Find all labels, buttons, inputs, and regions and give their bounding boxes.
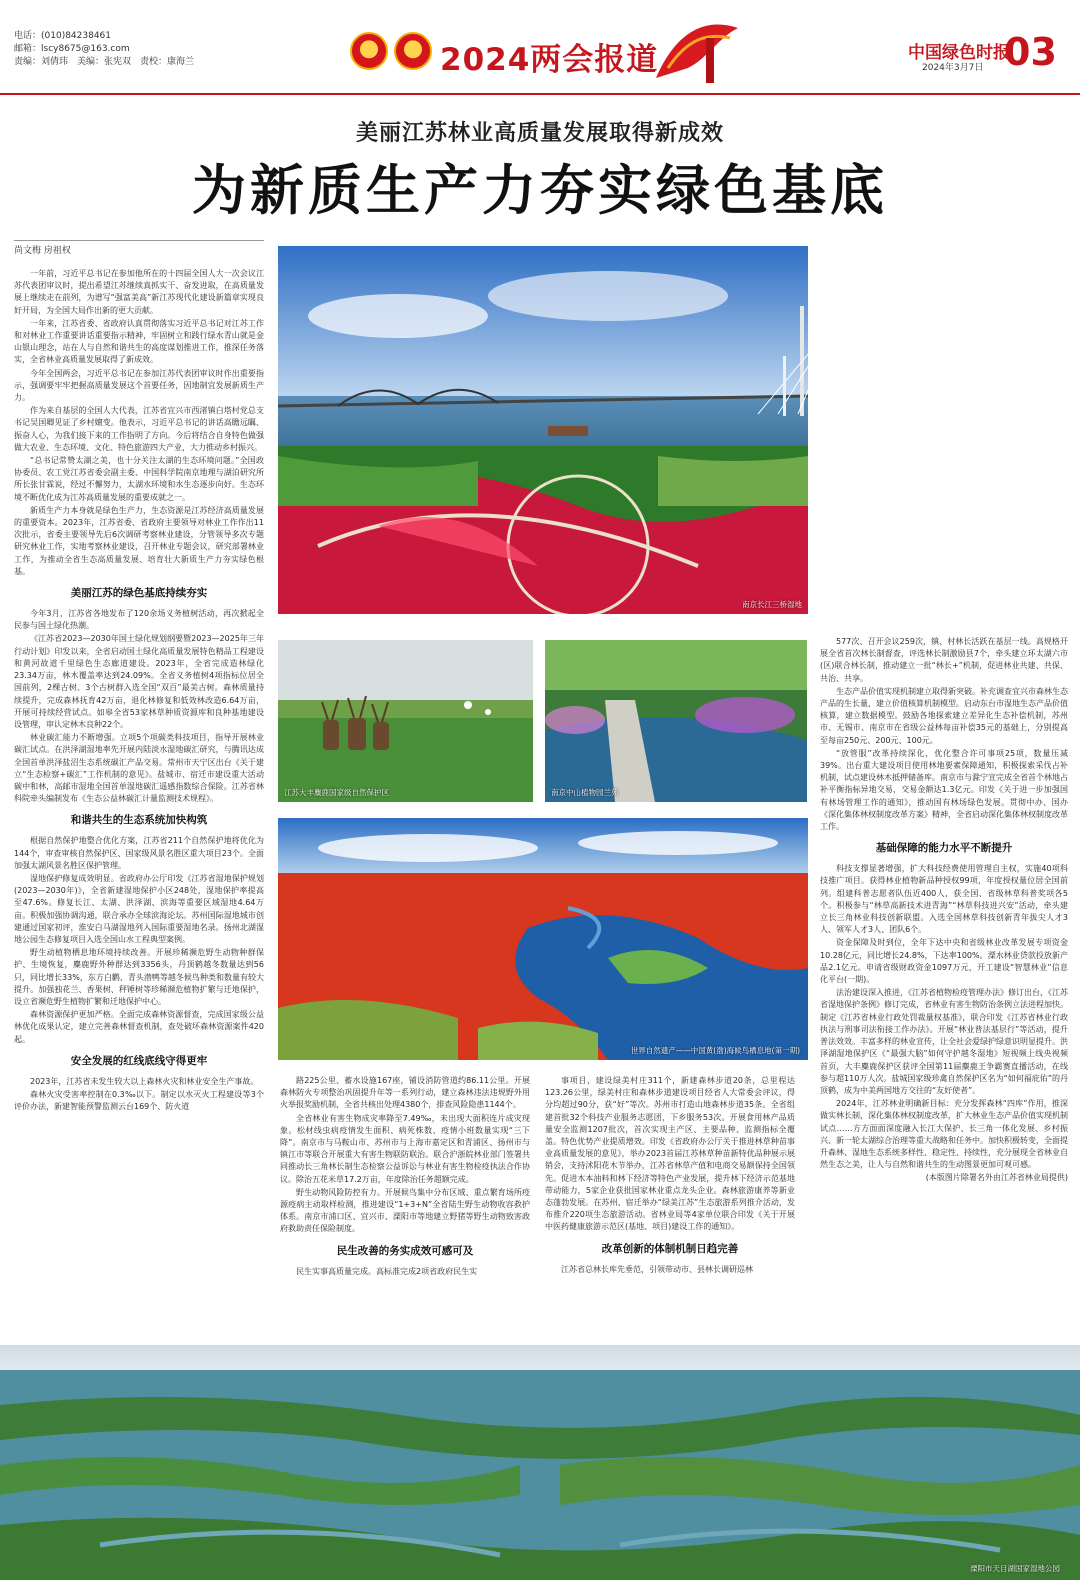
photo-caption: 世界自然遗产——中国黄(渤)海候鸟栖息地(第一期) <box>630 1046 800 1055</box>
paragraph: 湿地保护修复成效明显。省政府办公厅印发《江苏省湿地保护规划(2023—2030年)》，全省新建湿地保护小区248处，湿地保护率提高至47.6%。修复长江、太湖、洪泽湖、滨海等重要区域湿地4.64万亩。积极加强协调沟通，联合承办全球滨海论坛。苏州国际湿地城市创建通过国家初评，淮安白马湖湿地列入国际重要湿地名录。扬州北湖湿地公园生态修复项目入选全国山水工程典型案例。 <box>14 873 264 944</box>
section-heading: 安全发展的红线底线守得更牢 <box>70 1054 208 1067</box>
paragraph: 全省林业有害生物成灾率降至7.49‰，未出现大面积连片成灾现象。松材线虫病疫情发生面积、病死株数、疫情小班数量实现“三下降”。南京市与马鞍山市、苏州市与上海市嘉定区和青浦区、扬州市与镇江市等联合开展重大有害生物联防联治。联合沪浙皖林业部门签署共同推动长三角林长制生态检察公益诉讼与林业有害生物检疫执法合作协议。除治五花米草17.2万亩，年度除治任务超额完成。 <box>280 1113 530 1184</box>
paragraph: 今年全国两会，习近平总书记在参加江苏代表团审议时作出重要指示，强调要牢牢把握高质量发展这个首要任务，因地制宜发展新质生产力。 <box>14 368 264 403</box>
paragraph: 《江苏省2023—2030年国土绿化规划纲要暨2023—2025年三年行动计划》印发以来，全省启动国土绿化高质量发展特色精品工程建设和黄河故道千里绿色生态廊道建设。2023年，全省完成造林绿化23.34万亩，林木覆盖率达到24.09%。全省义务植树4项指标位居全国前列，2棵古树、3个古树群入选全国“双百”最美古树。森林质量持续提升，完成森林抚育42万亩，退化林修复和低效林改造6.64万亩，开展可持续经营试点。如皋全省53家林草种质资源库和良种基地建设设管理，审认定林木良种22个。 <box>14 634 264 729</box>
paragraph: 新质生产力本身就是绿色生产力，生态资源是江苏经济高质量发展的重要资本。2023年，江苏省委、省政府主要领导对林业工作作出11次批示，省委主要领导先后6次调研考察林业建设，分管领导多次专题研究林业工作，实地考察林业建设，召开林业专题会议，研究部署林业工作，为推动全省生态高质量发展、培育壮大新质生产力夯实绿色根基。 <box>14 505 264 576</box>
contact-email: 邮箱：lscy8675@163.com <box>14 44 130 54</box>
paragraph: 林业碳汇能力不断增强。立项5个项碳类科技项目，指导开展林业碳汇试点。在洪泽湖湿地率先开展内陆淡水湿地碳汇研究，与腾讯达成全国首单洪泽盐沼生态系统碳汇产品交易。常州市天宁区出台《关于建立“生态检察+碳汇”工作机制的意见》。盐城市、宿迁市建设重大活动碳中和林，高邮市湿地全国首单湿地碳汇遥感指数综合保险。江苏省林科院牵头编制发布《生态公益林碳汇计量监测技术规程》。 <box>14 733 264 804</box>
paragraph: 生态产品价值实现机制建立取得新突破。补充调查宜兴市森林生态产品的生长量，建立价值核算机制模型。启动东台市湿地生态产品价值核算，建立数据模型。鼓励各地探索建立差异化生态补偿机制，苏州市、无锡市、南京市在省级公益林每亩补偿35元的基础上，分别提高至每亩250元、200元、100元。 <box>820 686 1068 745</box>
photo-caption: 江苏大丰麋鹿国家级自然保护区 <box>284 788 389 797</box>
photo-tidal-flat <box>278 818 808 1060</box>
issue-date: 2024年3月7日 <box>922 63 984 73</box>
garden-illustration <box>545 640 807 802</box>
masthead <box>0 0 1080 95</box>
section-title: 2024两会报道 <box>440 42 659 78</box>
national-emblem-icon <box>350 32 388 70</box>
photo-garden <box>545 640 807 802</box>
photo-caption: 溧阳市天目湖国家湿地公园 <box>970 1564 1060 1573</box>
text-column-right <box>820 636 1068 1328</box>
text-column-left <box>14 268 264 1343</box>
paragraph: 作为来自基层的全国人大代表，江苏省宜兴市西渚镇白塔村党总支书记吴国卿见证了乡村嬗变。他表示，习近平总书记的讲话高瞻远瞩、振奋人心，为我们接下来的工作指明了方向。今后将结合自身特色做强做大农业、生态环境、文化、特色旅游四大产业，大力推动乡村振兴。 <box>14 406 264 452</box>
paragraph: 法治建设深入推进，《江苏省植物检疫管理办法》修订出台，《江苏省湿地保护条例》修订完成，省林业有害生物防治条例立法进程加快。制定《江苏省林业行政处罚裁量权基准》，联合印发《江苏省林业行政执法与刑事司法衔接工作办法》。开展“林业普法基层行”等活动，提升普法效效。丰富多样的林业宣传，让全社会爱绿护绿意识明显提升。洪泽湖湿地保护区《“最强大脑”如何守护越冬湿地》短视频上线央视频首页，大丰麋鹿保护区获评全国第11届麋鹿王争霸赛直播活动，在线参与超110万人次。盐城国家级珍禽自然保护区名为“如何福庇佑”的丹顶鹤，成为中美两国地方交往的“友好使者”。 <box>820 988 1068 1095</box>
newspaper-name: 中国绿色时报 <box>908 43 1010 63</box>
paragraph: 森林资源保护更加严格。全面完成森林资源督查，完成国家级公益林优化成果认定，建立完善森林督查机制，查处破坏森林资源案件420起。 <box>14 1010 264 1044</box>
wetland-banner-illustration <box>0 1345 1080 1580</box>
deer-illustration <box>278 640 533 802</box>
tidal-flat-illustration <box>278 818 808 1060</box>
paragraph: 根据自然保护地整合优化方案，江苏省211个自然保护地将优化为144个，审查审核自然保护区、国家级风景名胜区重大项目23个。全面加强太湖风景名胜区保护管理。 <box>14 836 264 870</box>
paragraph: 今年3月，江苏省各地发布了120余场义务植树活动，再次掀起全民参与国土绿化热潮。 <box>14 609 264 631</box>
paragraph: 野生动物风险防控有力。开展候鸟集中分布区域、重点繁育场所疫源疫病主动取样检测，推进建设“1+3+N”全省陆生野生动物收容救护体系。南京市浦口区、宜兴市、溧阳市等地建立野猪等野生动物致害政府救助责任保险制度。 <box>280 1187 530 1234</box>
section-heading: 改革创新的体制机制日趋完善 <box>601 1242 739 1255</box>
section-heading: 民生改善的务实成效可感可及 <box>336 1244 474 1257</box>
paragraph: “总书记常赞太湖之美，也十分关注太湖的生态环境问题。”全国政协委员、农工党江苏省委会副主委、中国科学院南京地理与湖泊研究所所长张甘霖说，经过不懈努力，太湖水环境和水生态逐步向好。生态环境不断优化成为江苏高质量发展的重要成就之一。 <box>14 456 264 502</box>
paragraph: 路225公里、蓄水设施167座，铺设消防管道约86.11公里。开展森林防火专项整治巩固提升年等一系列行动，建立森林违法违规野外用火举报奖励机制，全省共核出处理4380个，排查风险隐患1144个。 <box>280 1076 530 1110</box>
paragraph: 民生实事高质量完成。高标准完成2项省政府民生实 <box>296 1266 478 1276</box>
paragraph: 科技支撑显著增强，扩大科技经费使用管理自主权，实施40项科技推广项目。获得林业植物新品种授权99项，年度授权量位居全国前列。组建科普志愿者队伍近400人，获全国、省级林草科普奖项各5个。积极参与“林草高新技术进青海”“林草科技进兴安”活动，牵头建立长三角林业科技创新联盟。入选全国林草科技创新青年拔尖人才3人、领军人才3人、团队6个。 <box>820 864 1068 935</box>
paragraph: 一年来，江苏省委、省政府认真贯彻落实习近平总书记对江苏工作和对林业工作重要讲话重要指示精神，牢固树立和践行绿水青山就是金山银山理念，站在人与自然和谐共生的高度谋划推进工作，推深任务落实，全省林业高质量发展取得了新成效。 <box>14 318 264 365</box>
article-headline: 为新质生产力夯实绿色基底 <box>192 158 888 222</box>
section-heading: 美丽江苏的绿色基底持续夯实 <box>70 587 208 600</box>
section-heading: 基础保障的能力水平不断提升 <box>875 842 1013 855</box>
divider <box>14 240 264 241</box>
paragraph: 森林火灾受害率控制在0.3‰以下。制定以水灭火工程建设等3个评价办法，新建智能预警监测云台169个、防火道 <box>14 1089 264 1112</box>
page-number: 03 <box>1004 30 1057 74</box>
photo-credit: (本版图片除署名外由江苏省林业局提供) <box>925 1173 1068 1183</box>
paragraph: 2023年，江苏省未发生较大以上森林火灾和林业安全生产事故。 <box>30 1076 259 1086</box>
emblems <box>350 32 432 70</box>
byline: 尚文梅 房祖权 <box>14 246 71 256</box>
paragraph: 事项目，建设绿美村庄311个，新建森林步道20条，总里程达123.26公里，绿美村庄和森林步道建设项目经省人大常委会评议，得分均超过90分，获“好”等次。苏州市打造山地森林步道35条。全省组建首批32个科技产业服务志愿团，下乡服务53次。开展食用林产品质量安全监测1207批次，首次实现主产区、主要品种、监测指标全覆盖。特色优势产业提质增效。印发《省政府办公厅关于推进林草种苗事业高质量发展的意见》，举办2023首届江苏林草种苗新特优品种展示展销会，支持沭阳花木节举办，江苏省林草产值和电商交易额保持全国领先。促进木本油料和林下经济等特色产业发展，提升林下经济示范基地带动能力，5家企业获批国家林业重点龙头企业。森林旅游康养等新业态蓬勃发展。在苏州、宿迁举办“绿美江苏”生态旅游系列推介活动，发布推介220项生态旅游活动。省林业局等4家单位联合印发《关于开展中医药健康旅游示范区(基地、项目)建设工作的通知》。 <box>545 1076 795 1232</box>
text-column-mid-right <box>545 1075 795 1325</box>
photo-wetland-banner <box>0 1345 1080 1580</box>
red-flag-icon <box>648 8 744 86</box>
paragraph: “放管服”改革持续深化，优化整合许可事项25项，数量压减39%。出台重大建设项目使用林地要素保障通知，积极探索采伐占补机制，试点建设林木抵押储备库。南京市与滁宁宣完成全省首个林地占补平衡指标异地交易，交易金额达1.3亿元。印发《关于进一步加强国有林场管理工作的通知》，推动国有林场绿色发展。贯彻中办、国办《深化集体林权制度改革方案》精神，全省启动深化集体林权制度改革工作。 <box>820 748 1068 832</box>
contact-info <box>14 30 194 69</box>
cppcc-emblem-icon <box>394 32 432 70</box>
section-heading: 和谐共生的生态系统加快构筑 <box>70 814 208 827</box>
photo-caption: 南京中山植物园兰苑 <box>551 788 619 797</box>
paragraph: 江苏省总林长库先垂范，引领带动市、县林长调研巡林 <box>561 1264 753 1274</box>
article-subtitle: 美丽江苏林业高质量发展取得新成效 <box>355 121 724 146</box>
photo-deer <box>278 640 533 802</box>
paragraph: 一年前，习近平总书记在参加他所在的十四届全国人大一次会议江苏代表团审议时，提出希望江苏继续真抓实干、奋发进取，在高质量发展上继续走在前列，为谱写“强富美高”新江苏现代化建设新篇章实现良好开局，为全国大局作出新的更大贡献。 <box>14 269 264 315</box>
paragraph: 资金保障及时到位，全年下达中央和省级林业改革发展专项资金10.28亿元，同比增长24.8%，下达率100%。溧水林业贷款投放新产品2.1亿元。申请省级财政资金1097万元，开工建设“智慧林业”信息化平台(一期)。 <box>820 938 1068 985</box>
photo-bridge-wetland <box>278 246 808 614</box>
paragraph: 2024年，江苏林业明确新目标：充分发挥森林“四库”作用，推深做实林长制，深化集体林权制度改革，扩大林业生态产品价值实现机制试点……方方面面深度融入长江大保护、长三角一体化发展、乡村振兴、新一轮太湖综合治理等重大战略和任务中。加快积极转变，全面提升森林、湿地生态系统多样性、稳定性、持续性，充分展现全省林业自然生态之美，让人与自然和谐共生的生动图景更加可观可感。 <box>820 1099 1068 1170</box>
contact-phone: 电话：(010)84238461 <box>14 31 112 41</box>
photo-caption: 南京长江三桥湿地 <box>742 600 802 609</box>
paragraph: 577次、召开会议259次，镇、村林长活跃在基层一线。高规格开展全省首次林长制督查，评选林长制激励县7个，牵头建立环太湖六市(区)联合林长制，推动建立一批“林长+”机制，促进林业共建、共保、共治、共享。 <box>820 637 1068 683</box>
text-column-mid-left <box>280 1075 530 1325</box>
paragraph: 野生动植物栖息地环境持续改善。开展珍稀濒危野生动物种群保护、生境恢复，麋鹿野外种群达到3356头，丹顶鹤越冬数量达到56只，同比增长33%，东方白鹳、青头潜鸭等越冬候鸟种类和数量有较大提升。加强独花兰、香果树、秤锤树等珍稀濒危植物扩繁与迁地保护，设立省濒危野生植物扩繁和迁地保护中心。 <box>14 948 264 1006</box>
editor-credits: 责编：刘倩玮 美编：张宪双 责校：康海兰 <box>14 57 195 67</box>
bridge-wetland-illustration <box>278 246 808 614</box>
